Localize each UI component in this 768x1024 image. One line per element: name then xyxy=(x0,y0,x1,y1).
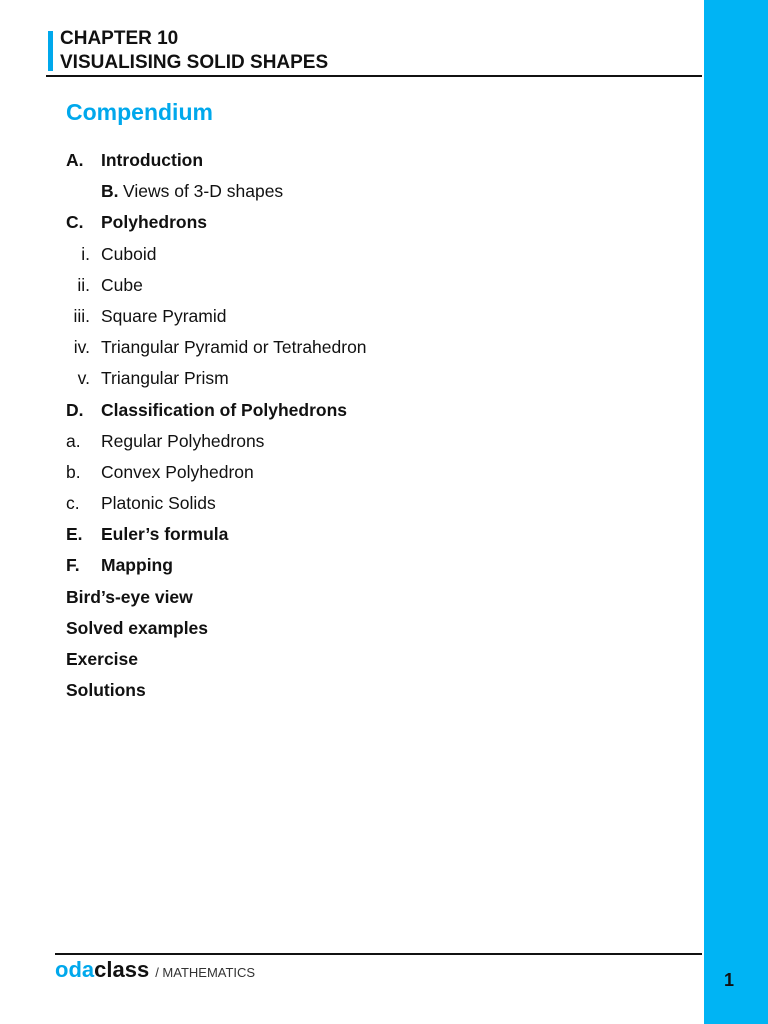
footer-subject: / MATHEMATICS xyxy=(155,965,256,980)
toc-item-marker: i. xyxy=(81,243,90,264)
toc-item-label: Exercise xyxy=(66,649,139,669)
brand-logo-class: class xyxy=(94,957,150,982)
toc-item-label: Triangular Pyramid or Tetrahedron xyxy=(101,337,367,358)
toc-item-label: Square Pyramid xyxy=(101,305,227,326)
page-number: 1 xyxy=(723,970,734,990)
toc-item-label: Cube xyxy=(101,274,143,295)
compendium-title: Compendium xyxy=(66,99,213,125)
toc-item-marker: C. xyxy=(66,212,84,233)
toc-item-label: Triangular Prism xyxy=(101,368,229,389)
toc-item-label: Cuboid xyxy=(101,243,157,264)
toc-item-label: Classification of Polyhedrons xyxy=(101,399,348,420)
toc-item-label: Convex Polyhedron xyxy=(101,461,254,482)
toc-item-marker: E. xyxy=(66,524,83,545)
toc-item-marker: c. xyxy=(66,493,80,514)
footer-brand xyxy=(55,957,255,983)
chapter-title: VISUALISING SOLID SHAPES xyxy=(60,52,329,73)
toc-item-marker: v. xyxy=(77,368,90,389)
toc-item-marker: iv. xyxy=(73,337,90,358)
toc-item-marker: D. xyxy=(66,399,84,420)
toc-item-label: Euler’s formula xyxy=(101,524,229,545)
header-divider xyxy=(46,75,702,77)
toc-item-label: Views of 3-D shapes xyxy=(123,181,284,202)
chapter-header xyxy=(60,27,328,75)
toc-item-marker: b. xyxy=(66,461,81,482)
toc-item-marker: ii. xyxy=(77,274,90,295)
toc-item-marker: A. xyxy=(66,150,84,170)
toc-item-label: Solved examples xyxy=(66,617,209,638)
toc-item-label: Introduction xyxy=(101,150,204,170)
toc-item-marker: B. xyxy=(101,181,119,202)
toc-item-marker: a. xyxy=(66,430,81,451)
header-accent-bar xyxy=(48,31,53,71)
side-color-band xyxy=(704,0,768,1024)
footer-divider xyxy=(55,953,702,955)
toc-item-label: Platonic Solids xyxy=(101,493,216,514)
toc-item-marker: iii. xyxy=(73,305,90,326)
toc-item-label: Solutions xyxy=(66,680,146,701)
toc-item-label: Mapping xyxy=(101,555,173,576)
toc-item-label: Bird’s-eye view xyxy=(66,586,193,607)
chapter-number: CHAPTER 10 xyxy=(60,28,179,49)
toc-item-label: Regular Polyhedrons xyxy=(101,430,265,451)
toc-item-marker: F. xyxy=(66,555,80,576)
toc-item-label: Polyhedrons xyxy=(101,212,207,233)
brand-logo-oda: oda xyxy=(55,957,95,982)
